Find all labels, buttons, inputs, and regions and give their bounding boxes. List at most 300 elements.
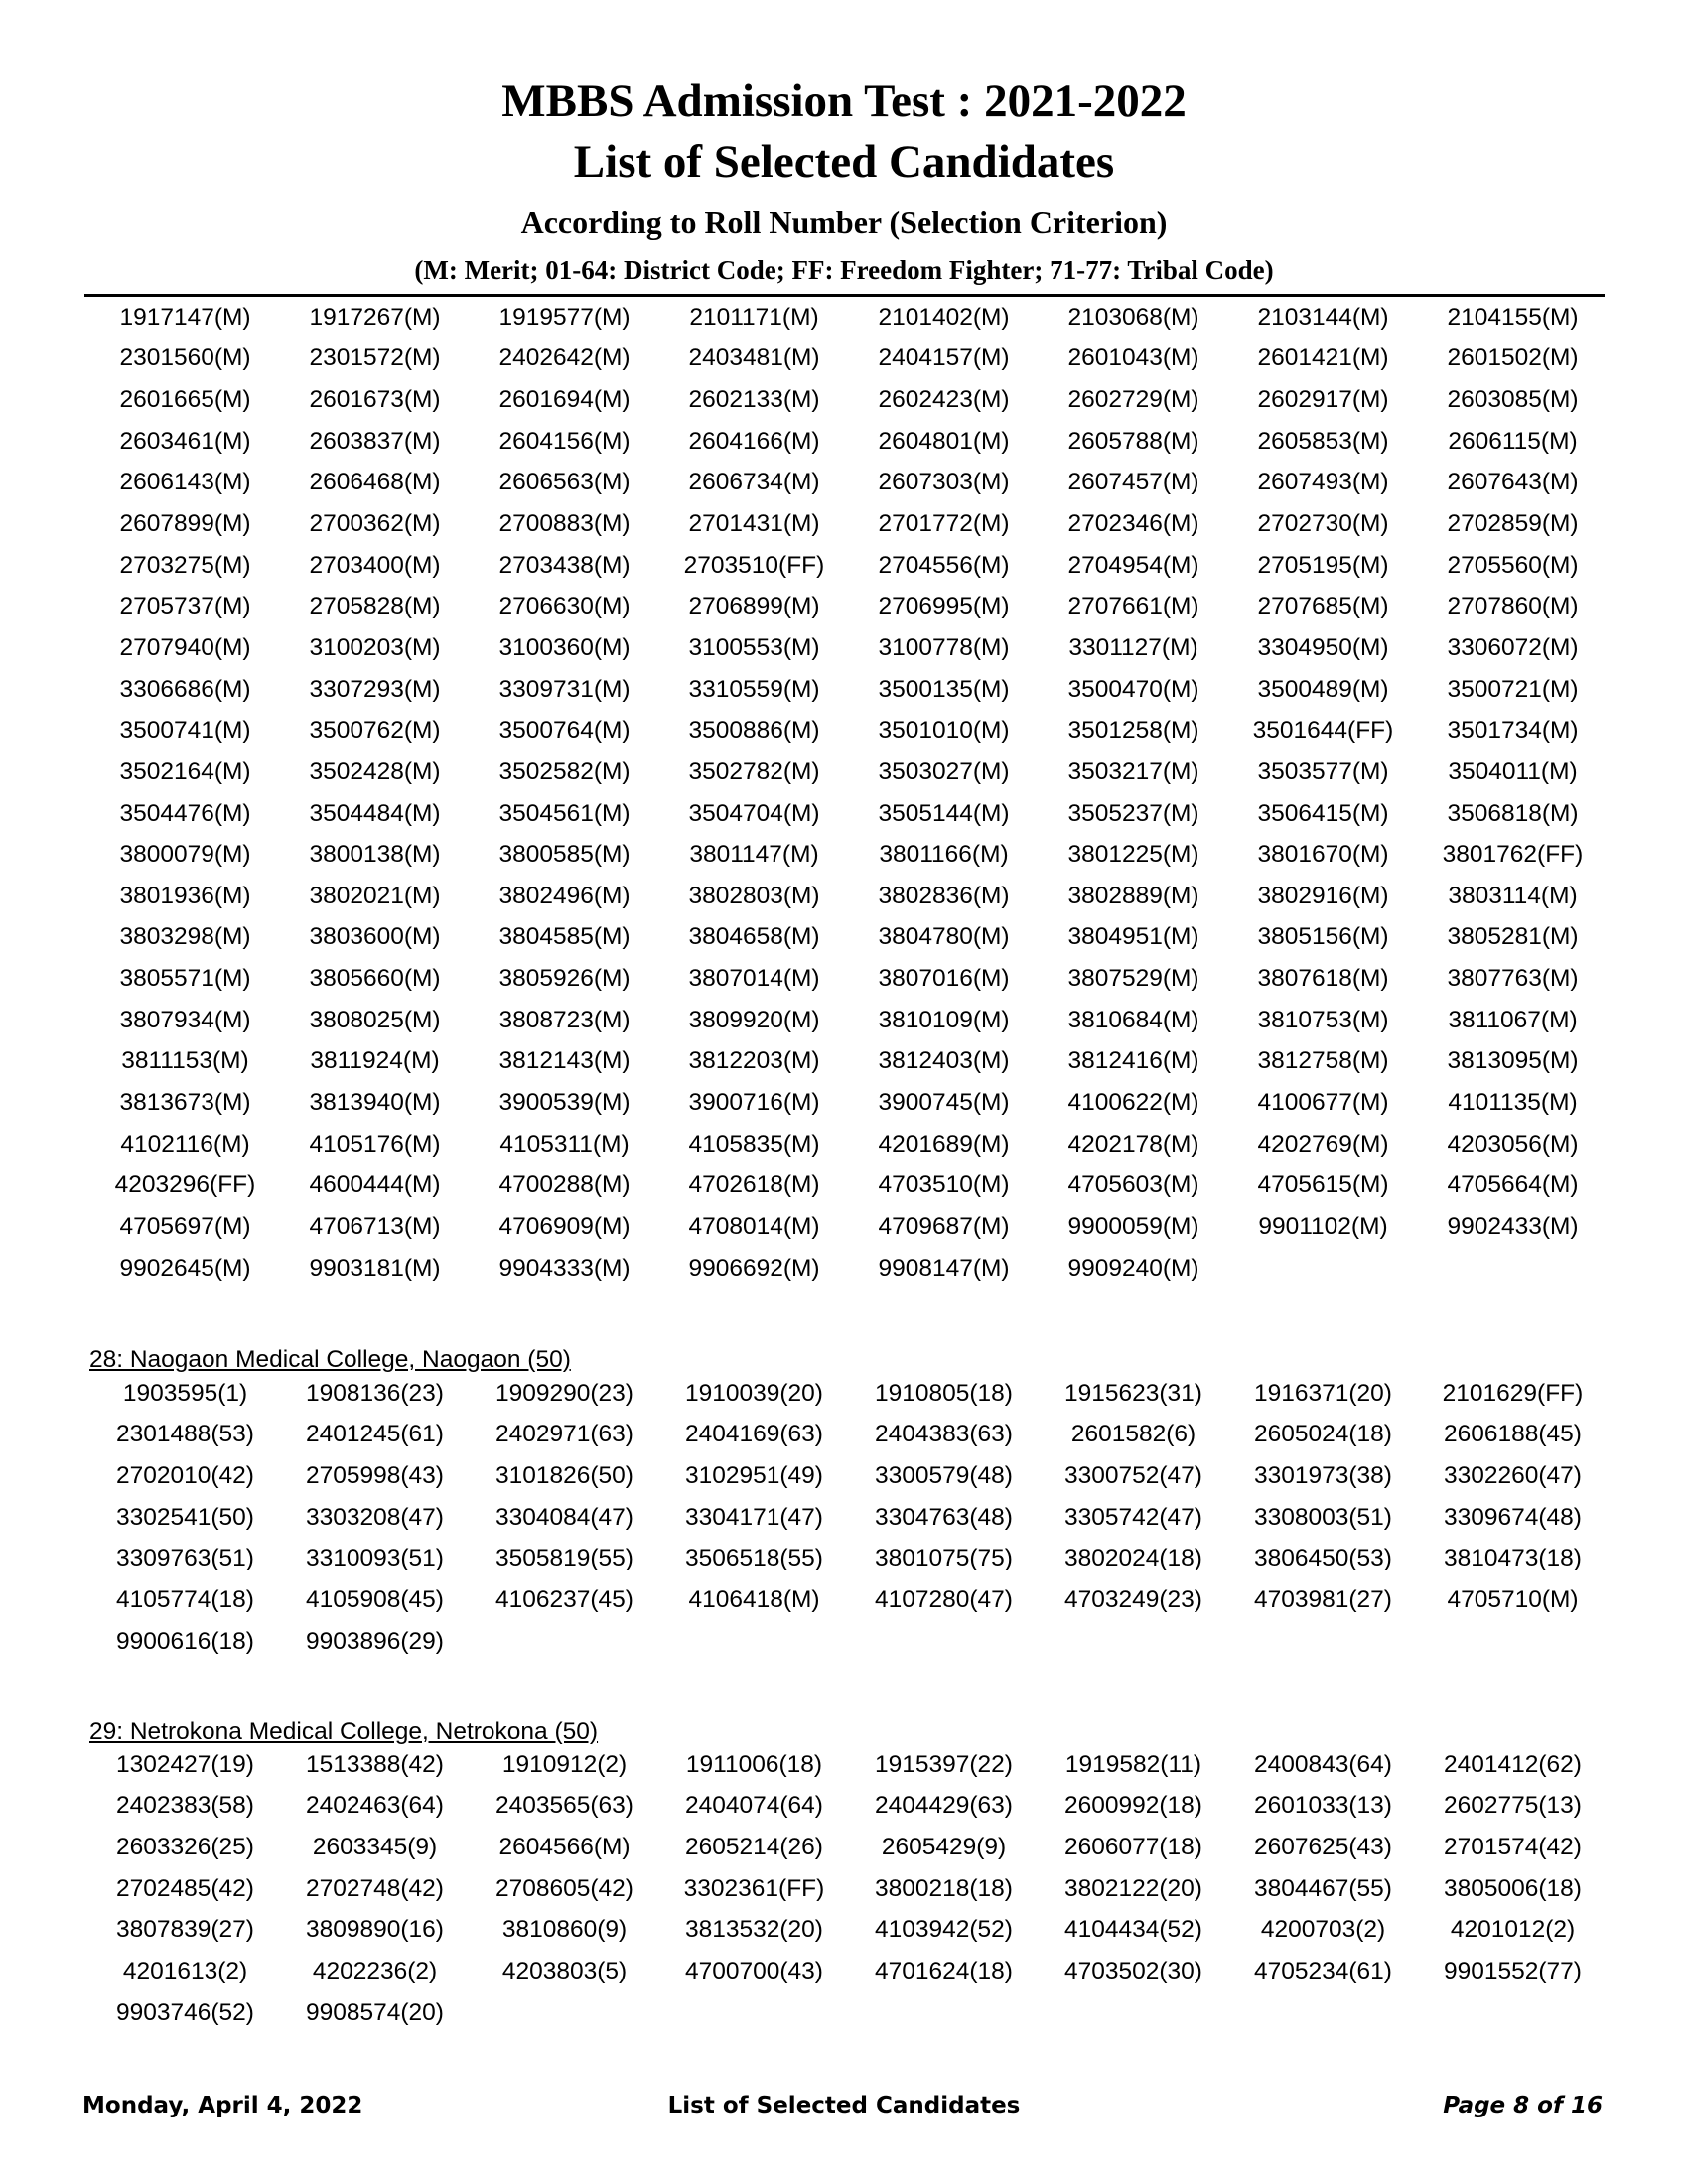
roll-number-cell: 2603461(M) <box>119 427 251 455</box>
roll-number-cell: 4100677(M) <box>1257 1088 1389 1116</box>
roll-number-cell: 3501258(M) <box>1067 717 1199 745</box>
roll-number-cell: 3812416(M) <box>1067 1047 1199 1075</box>
roll-number-cell: 9901552(77) <box>1444 1958 1582 1985</box>
roll-number-cell: 2605853(M) <box>1257 427 1389 455</box>
roll-number-cell: 3803600(M) <box>309 923 441 951</box>
roll-number-cell: 1908136(23) <box>306 1379 444 1407</box>
roll-number-cell: 1919582(11) <box>1064 1750 1202 1778</box>
roll-number-cell: 2601694(M) <box>498 386 631 414</box>
roll-number-cell: 3805571(M) <box>119 965 251 993</box>
roll-number-cell: 3802122(20) <box>1064 1874 1202 1902</box>
roll-number-cell: 3501644(FF) <box>1252 717 1394 745</box>
roll-number-cell: 3800585(M) <box>498 841 631 869</box>
roll-number-cell: 3302361(FF) <box>683 1874 825 1902</box>
roll-number-cell: 3801166(M) <box>879 841 1009 869</box>
roll-number-cell: 2101402(M) <box>878 303 1010 331</box>
roll-number-cell: 3807934(M) <box>119 1006 251 1033</box>
roll-number-cell: 2703438(M) <box>498 551 631 579</box>
roll-number-cell: 2705560(M) <box>1447 551 1579 579</box>
roll-number-cell: 9904333(M) <box>498 1254 631 1282</box>
roll-number-cell: 3804780(M) <box>878 923 1010 951</box>
roll-number-cell: 2402642(M) <box>498 344 631 372</box>
roll-number-cell: 1911006(18) <box>685 1750 823 1778</box>
roll-number-cell: 2301488(53) <box>116 1421 254 1448</box>
roll-number-cell: 2701431(M) <box>688 510 820 538</box>
roll-number-cell: 3813095(M) <box>1447 1047 1579 1075</box>
roll-number-cell: 2101171(M) <box>689 303 819 331</box>
roll-number-cell: 2403565(63) <box>495 1792 633 1820</box>
roll-number-cell: 3302541(50) <box>116 1503 254 1531</box>
roll-number-cell: 9901102(M) <box>1258 1212 1388 1240</box>
roll-number-cell: 2600992(18) <box>1064 1792 1202 1820</box>
roll-number-cell: 9903746(52) <box>116 1998 254 2026</box>
roll-number-cell: 9902645(M) <box>119 1254 251 1282</box>
roll-number-cell: 2104155(M) <box>1447 303 1579 331</box>
roll-number-cell: 9908147(M) <box>878 1254 1010 1282</box>
roll-number-cell: 2703275(M) <box>119 551 251 579</box>
roll-number-cell: 4703249(23) <box>1064 1586 1202 1614</box>
roll-number-cell: 4106237(45) <box>495 1586 633 1614</box>
roll-number-cell: 3500741(M) <box>119 717 251 745</box>
roll-number-cell: 3500489(M) <box>1257 675 1389 703</box>
roll-number-cell: 1915397(22) <box>875 1750 1013 1778</box>
college-heading-netrokona: 29: Netrokona Medical College, Netrokona (50) <box>89 1718 599 1745</box>
roll-number-cell: 2607643(M) <box>1447 469 1579 496</box>
roll-number-cell: 2702485(42) <box>116 1874 254 1902</box>
roll-number-cell: 2602133(M) <box>688 386 820 414</box>
roll-number-cell: 2606143(M) <box>119 469 251 496</box>
footer-title: List of Selected Candidates <box>667 2093 1021 2118</box>
roll-number-cell: 2404157(M) <box>878 344 1010 372</box>
roll-grid <box>90 297 1610 1289</box>
roll-number-cell: 2601665(M) <box>119 386 251 414</box>
roll-number-cell: 3812403(M) <box>878 1047 1010 1075</box>
roll-number-cell: 2601033(13) <box>1254 1792 1392 1820</box>
roll-number-cell: 3807529(M) <box>1067 965 1199 993</box>
roll-number-cell: 4702618(M) <box>688 1171 820 1199</box>
roll-number-cell: 1910805(18) <box>875 1379 1013 1407</box>
roll-number-cell: 3505237(M) <box>1067 799 1199 827</box>
roll-number-cell: 3309763(51) <box>116 1545 254 1572</box>
roll-number-cell: 3500762(M) <box>309 717 441 745</box>
roll-number-cell: 2703400(M) <box>309 551 441 579</box>
roll-number-cell: 3809890(16) <box>306 1916 444 1944</box>
roll-number-cell: 3801670(M) <box>1257 841 1389 869</box>
roll-number-cell: 2707860(M) <box>1447 593 1579 620</box>
roll-number-cell: 2603345(9) <box>312 1834 438 1861</box>
roll-number-cell: 1916371(20) <box>1254 1379 1392 1407</box>
selection-criterion: According to Roll Number (Selection Criterion) <box>520 205 1168 240</box>
roll-number-cell: 4100622(M) <box>1067 1088 1199 1116</box>
roll-number-cell: 3807839(27) <box>116 1916 254 1944</box>
roll-number-cell: 2402463(64) <box>306 1792 444 1820</box>
roll-number-cell: 9909240(M) <box>1067 1254 1199 1282</box>
roll-number-cell: 3812758(M) <box>1257 1047 1389 1075</box>
roll-number-cell: 2702346(M) <box>1067 510 1199 538</box>
roll-number-cell: 2601421(M) <box>1257 344 1389 372</box>
roll-number-cell: 2605788(M) <box>1067 427 1199 455</box>
roll-number-cell: 2602775(13) <box>1444 1792 1582 1820</box>
roll-number-cell: 2601502(M) <box>1447 344 1579 372</box>
roll-number-cell: 3502782(M) <box>688 757 820 785</box>
roll-number-cell: 3810860(9) <box>501 1916 628 1944</box>
roll-number-cell: 4203296(FF) <box>114 1171 256 1199</box>
roll-number-cell: 4705603(M) <box>1067 1171 1199 1199</box>
roll-number-cell: 3502428(M) <box>309 757 441 785</box>
roll-number-cell: 1909290(23) <box>495 1379 633 1407</box>
roll-number-cell: 4106418(M) <box>688 1586 820 1614</box>
roll-number-cell: 4103942(52) <box>875 1916 1013 1944</box>
roll-number-cell: 2605429(9) <box>881 1834 1007 1861</box>
roll-number-cell: 3505144(M) <box>878 799 1010 827</box>
roll-number-cell: 2607457(M) <box>1067 469 1199 496</box>
roll-number-cell: 3802021(M) <box>309 882 441 909</box>
roll-number-cell: 4708014(M) <box>688 1212 820 1240</box>
roll-number-cell: 3802889(M) <box>1067 882 1199 909</box>
roll-number-cell: 2707661(M) <box>1067 593 1199 620</box>
roll-number-cell: 2607493(M) <box>1257 469 1389 496</box>
roll-number-cell: 3809920(M) <box>688 1006 820 1033</box>
roll-number-cell: 3801225(M) <box>1067 841 1199 869</box>
roll-number-cell: 2603837(M) <box>309 427 441 455</box>
roll-number-cell: 2701574(42) <box>1444 1834 1582 1861</box>
roll-number-cell: 4202178(M) <box>1067 1130 1199 1158</box>
roll-number-cell: 3500764(M) <box>498 717 631 745</box>
roll-number-cell: 2103068(M) <box>1067 303 1199 331</box>
roll-number-cell: 2606115(M) <box>1448 427 1578 455</box>
roll-number-cell: 2708605(42) <box>495 1874 633 1902</box>
roll-number-cell: 4105176(M) <box>309 1130 441 1158</box>
roll-number-cell: 3810473(18) <box>1444 1545 1582 1572</box>
roll-number-cell: 2602423(M) <box>878 386 1010 414</box>
roll-number-cell: 4701624(18) <box>875 1958 1013 1985</box>
roll-number-cell: 2604566(M) <box>498 1834 631 1861</box>
roll-number-cell: 3304763(48) <box>875 1503 1013 1531</box>
roll-number-cell: 2301560(M) <box>119 344 251 372</box>
roll-number-cell: 2702859(M) <box>1447 510 1579 538</box>
roll-number-cell: 1513388(42) <box>306 1750 444 1778</box>
roll-number-cell: 2604801(M) <box>878 427 1010 455</box>
roll-number-cell: 2702730(M) <box>1257 510 1389 538</box>
roll-number-cell: 9902433(M) <box>1447 1212 1579 1240</box>
roll-number-cell: 3800218(18) <box>875 1874 1013 1902</box>
roll-number-cell: 2606563(M) <box>498 469 631 496</box>
roll-number-cell: 3301973(38) <box>1254 1462 1392 1490</box>
roll-number-cell: 2400843(64) <box>1254 1750 1392 1778</box>
roll-number-cell: 4104434(52) <box>1064 1916 1202 1944</box>
roll-number-cell: 1915623(31) <box>1064 1379 1202 1407</box>
roll-number-cell: 3300579(48) <box>875 1462 1013 1490</box>
roll-number-cell: 2705737(M) <box>119 593 251 620</box>
roll-number-cell: 2702010(42) <box>116 1462 254 1490</box>
roll-number-cell: 3900745(M) <box>878 1088 1010 1116</box>
roll-number-cell: 2101629(FF) <box>1442 1379 1584 1407</box>
roll-number-cell: 3807014(M) <box>688 965 820 993</box>
roll-number-cell: 3304171(47) <box>685 1503 823 1531</box>
roll-number-cell: 4202769(M) <box>1257 1130 1389 1158</box>
roll-number-cell: 3804658(M) <box>688 923 820 951</box>
roll-number-cell: 9900616(18) <box>116 1627 254 1655</box>
roll-number-cell: 2705828(M) <box>309 593 441 620</box>
footer-date: Monday, April 4, 2022 <box>82 2093 363 2118</box>
roll-number-cell: 3309674(48) <box>1444 1503 1582 1531</box>
roll-number-cell: 3802916(M) <box>1257 882 1389 909</box>
roll-number-cell: 4101135(M) <box>1448 1088 1578 1116</box>
roll-number-cell: 2603085(M) <box>1447 386 1579 414</box>
roll-number-cell: 3801762(FF) <box>1442 841 1584 869</box>
roll-number-cell: 3100553(M) <box>688 633 820 661</box>
roll-number-cell: 3302260(47) <box>1444 1462 1582 1490</box>
roll-number-cell: 3306072(M) <box>1447 633 1579 661</box>
roll-number-cell: 2404074(64) <box>685 1792 823 1820</box>
roll-number-cell: 2401245(61) <box>306 1421 444 1448</box>
roll-number-cell: 3100203(M) <box>309 633 441 661</box>
roll-number-cell: 2707685(M) <box>1257 593 1389 620</box>
roll-number-cell: 2707940(M) <box>119 633 251 661</box>
roll-number-cell: 3504476(M) <box>119 799 251 827</box>
roll-number-cell: 3500886(M) <box>688 717 820 745</box>
roll-number-cell: 3805281(M) <box>1447 923 1579 951</box>
roll-number-cell: 3803114(M) <box>1448 882 1578 909</box>
roll-number-cell: 3812143(M) <box>498 1047 631 1075</box>
roll-number-cell: 3505819(55) <box>495 1545 633 1572</box>
roll-number-cell: 3805660(M) <box>309 965 441 993</box>
roll-number-cell: 3504561(M) <box>498 799 631 827</box>
roll-number-cell: 3310093(51) <box>306 1545 444 1572</box>
roll-number-cell: 3308003(51) <box>1254 1503 1392 1531</box>
roll-number-cell: 2606077(18) <box>1064 1834 1202 1861</box>
roll-number-cell: 2706630(M) <box>498 593 631 620</box>
roll-number-cell: 3506818(M) <box>1447 799 1579 827</box>
roll-number-cell: 2607625(43) <box>1254 1834 1392 1861</box>
roll-number-cell: 3810684(M) <box>1067 1006 1199 1033</box>
roll-number-cell: 4203803(5) <box>501 1958 628 1985</box>
page-title: MBBS Admission Test : 2021-2022 <box>501 75 1187 127</box>
roll-grid <box>90 1744 1610 2033</box>
roll-number-cell: 3304950(M) <box>1257 633 1389 661</box>
roll-number-cell: 3812203(M) <box>688 1047 820 1075</box>
college-heading-naogaon: 28: Naogaon Medical College, Naogaon (50) <box>89 1346 571 1373</box>
roll-number-cell: 4700288(M) <box>498 1171 631 1199</box>
roll-number-cell: 3300752(47) <box>1064 1462 1202 1490</box>
roll-number-cell: 3813940(M) <box>309 1088 441 1116</box>
roll-number-cell: 3307293(M) <box>309 675 441 703</box>
roll-number-cell: 3504011(M) <box>1448 757 1578 785</box>
roll-number-cell: 3504484(M) <box>309 799 441 827</box>
roll-number-cell: 4200703(2) <box>1260 1916 1386 1944</box>
roll-grid <box>90 1373 1610 1662</box>
roll-number-cell: 3306686(M) <box>119 675 251 703</box>
roll-number-cell: 4105774(18) <box>116 1586 254 1614</box>
page-subtitle: List of Selected Candidates <box>573 136 1115 188</box>
roll-number-cell: 4705615(M) <box>1257 1171 1389 1199</box>
roll-number-cell: 1917267(M) <box>309 303 441 331</box>
roll-number-cell: 2704954(M) <box>1067 551 1199 579</box>
roll-number-cell: 3802836(M) <box>878 882 1010 909</box>
roll-number-cell: 3101826(50) <box>495 1462 633 1490</box>
naogaon-roll-list <box>90 1373 1610 1662</box>
roll-number-cell: 3805156(M) <box>1257 923 1389 951</box>
roll-number-cell: 3501734(M) <box>1447 717 1579 745</box>
roll-number-cell: 3301127(M) <box>1068 633 1198 661</box>
roll-number-cell: 2103144(M) <box>1257 303 1389 331</box>
roll-number-cell: 4105908(45) <box>306 1586 444 1614</box>
roll-number-cell: 2404429(63) <box>875 1792 1013 1820</box>
roll-number-cell: 3304084(47) <box>495 1503 633 1531</box>
roll-number-cell: 3807763(M) <box>1447 965 1579 993</box>
roll-number-cell: 2706995(M) <box>878 593 1010 620</box>
roll-number-cell: 2605214(26) <box>685 1834 823 1861</box>
roll-number-cell: 2601043(M) <box>1067 344 1199 372</box>
roll-number-cell: 3808025(M) <box>309 1006 441 1033</box>
roll-number-cell: 3802803(M) <box>688 882 820 909</box>
roll-number-cell: 4705710(M) <box>1447 1586 1579 1614</box>
roll-number-cell: 4709687(M) <box>878 1212 1010 1240</box>
roll-number-cell: 2404169(63) <box>685 1421 823 1448</box>
roll-number-cell: 4105311(M) <box>499 1130 630 1158</box>
roll-number-cell: 3502164(M) <box>119 757 251 785</box>
code-legend: (M: Merit; 01-64: District Code; FF: Freedom Fighter; 71-77: Tribal Code) <box>414 255 1274 285</box>
roll-number-cell: 2402383(58) <box>116 1792 254 1820</box>
roll-number-cell: 2700362(M) <box>309 510 441 538</box>
roll-number-cell: 2403481(M) <box>688 344 820 372</box>
roll-number-cell: 1910039(20) <box>685 1379 823 1407</box>
roll-number-cell: 1903595(1) <box>122 1379 248 1407</box>
roll-number-cell: 2603326(25) <box>116 1834 254 1861</box>
roll-number-cell: 3810109(M) <box>878 1006 1010 1033</box>
roll-number-cell: 9900059(M) <box>1067 1212 1199 1240</box>
roll-number-cell: 3506415(M) <box>1257 799 1389 827</box>
roll-number-cell: 2705195(M) <box>1257 551 1389 579</box>
roll-number-cell: 3813532(20) <box>685 1916 823 1944</box>
roll-number-cell: 1917147(M) <box>119 303 251 331</box>
roll-number-cell: 2607303(M) <box>878 469 1010 496</box>
roll-number-cell: 3805926(M) <box>498 965 631 993</box>
roll-number-cell: 2702748(42) <box>306 1874 444 1902</box>
roll-number-cell: 4105835(M) <box>688 1130 820 1158</box>
netrokona-roll-list <box>90 1744 1610 2033</box>
roll-number-cell: 4102116(M) <box>120 1130 250 1158</box>
roll-number-cell: 3813673(M) <box>119 1088 251 1116</box>
roll-number-cell: 9906692(M) <box>688 1254 820 1282</box>
roll-number-cell: 3802024(18) <box>1064 1545 1202 1572</box>
roll-number-cell: 3900716(M) <box>688 1088 820 1116</box>
roll-number-cell: 4202236(2) <box>312 1958 438 1985</box>
roll-number-cell: 4107280(47) <box>875 1586 1013 1614</box>
roll-number-cell: 3305742(47) <box>1064 1503 1202 1531</box>
roll-number-cell: 4201613(2) <box>122 1958 248 1985</box>
roll-number-cell: 2602729(M) <box>1067 386 1199 414</box>
roll-number-cell: 3800079(M) <box>119 841 251 869</box>
roll-number-cell: 3900539(M) <box>498 1088 631 1116</box>
roll-number-cell: 4201012(2) <box>1450 1916 1576 1944</box>
roll-number-cell: 9908574(20) <box>306 1998 444 2026</box>
roll-number-cell: 4705664(M) <box>1447 1171 1579 1199</box>
roll-number-cell: 3503027(M) <box>878 757 1010 785</box>
roll-number-cell: 3802496(M) <box>498 882 631 909</box>
roll-number-cell: 4700700(43) <box>685 1958 823 1985</box>
roll-number-cell: 3804585(M) <box>498 923 631 951</box>
footer-page-number: Page 8 of 16 <box>1443 2093 1603 2118</box>
roll-number-cell: 3803298(M) <box>119 923 251 951</box>
roll-number-cell: 2602917(M) <box>1257 386 1389 414</box>
roll-number-cell: 3804951(M) <box>1067 923 1199 951</box>
roll-number-cell: 3500470(M) <box>1067 675 1199 703</box>
roll-number-cell: 4203056(M) <box>1447 1130 1579 1158</box>
roll-number-cell: 2606468(M) <box>309 469 441 496</box>
roll-number-cell: 3811924(M) <box>310 1047 440 1075</box>
roll-number-cell: 3100360(M) <box>498 633 631 661</box>
roll-number-cell: 3810753(M) <box>1257 1006 1389 1033</box>
roll-number-cell: 2601673(M) <box>309 386 441 414</box>
roll-number-cell: 4703510(M) <box>878 1171 1010 1199</box>
roll-number-cell: 3805006(18) <box>1444 1874 1582 1902</box>
roll-number-cell: 3804467(55) <box>1254 1874 1392 1902</box>
roll-number-cell: 3303208(47) <box>306 1503 444 1531</box>
roll-number-cell: 3500721(M) <box>1447 675 1579 703</box>
roll-number-cell: 2701772(M) <box>878 510 1010 538</box>
roll-number-cell: 4705697(M) <box>119 1212 251 1240</box>
roll-number-cell: 2606188(45) <box>1444 1421 1582 1448</box>
roll-number-cell: 2704556(M) <box>878 551 1010 579</box>
roll-number-cell: 2402971(63) <box>495 1421 633 1448</box>
roll-number-cell: 4705234(61) <box>1254 1958 1392 1985</box>
roll-number-cell: 3806450(53) <box>1254 1545 1392 1572</box>
roll-number-cell: 3503217(M) <box>1067 757 1199 785</box>
roll-number-cell: 2700883(M) <box>498 510 631 538</box>
roll-number-cell: 2607899(M) <box>119 510 251 538</box>
roll-number-cell: 3800138(M) <box>309 841 441 869</box>
roll-number-cell: 3811153(M) <box>121 1047 249 1075</box>
roll-number-cell: 3102951(49) <box>685 1462 823 1490</box>
roll-number-cell: 3309731(M) <box>498 675 631 703</box>
roll-number-cell: 1910912(2) <box>501 1750 628 1778</box>
roll-number-cell: 3503577(M) <box>1257 757 1389 785</box>
roll-number-cell: 3100778(M) <box>878 633 1010 661</box>
roll-number-cell: 4703981(27) <box>1254 1586 1392 1614</box>
roll-number-cell: 2604166(M) <box>688 427 820 455</box>
roll-number-cell: 4600444(M) <box>309 1171 441 1199</box>
roll-number-cell: 3807618(M) <box>1257 965 1389 993</box>
roll-number-cell: 3801936(M) <box>119 882 251 909</box>
roll-number-cell: 3811067(M) <box>1448 1006 1578 1033</box>
roll-number-cell: 2404383(63) <box>875 1421 1013 1448</box>
roll-number-cell: 3808723(M) <box>498 1006 631 1033</box>
roll-number-cell: 2605024(18) <box>1254 1421 1392 1448</box>
roll-number-cell: 4201689(M) <box>878 1130 1010 1158</box>
roll-number-cell: 3504704(M) <box>688 799 820 827</box>
roll-number-cell: 3506518(55) <box>685 1545 823 1572</box>
roll-number-cell: 2301572(M) <box>309 344 441 372</box>
roll-number-cell: 2606734(M) <box>688 469 820 496</box>
roll-number-cell: 3801147(M) <box>689 841 819 869</box>
roll-number-cell: 4703502(30) <box>1064 1958 1202 1985</box>
roll-number-cell: 3501010(M) <box>878 717 1010 745</box>
roll-number-cell: 3310559(M) <box>688 675 820 703</box>
roll-number-cell: 2705998(43) <box>306 1462 444 1490</box>
roll-number-cell: 3807016(M) <box>878 965 1010 993</box>
roll-number-cell: 2604156(M) <box>498 427 631 455</box>
roll-number-cell: 1919577(M) <box>498 303 631 331</box>
roll-number-cell: 3801075(75) <box>875 1545 1013 1572</box>
roll-number-cell: 3500135(M) <box>878 675 1010 703</box>
roll-number-cell: 9903181(M) <box>309 1254 441 1282</box>
roll-number-cell: 2703510(FF) <box>683 551 825 579</box>
roll-number-cell: 4706909(M) <box>498 1212 631 1240</box>
roll-number-cell: 2706899(M) <box>688 593 820 620</box>
previous-college-roll-list <box>90 297 1610 1289</box>
roll-number-cell: 2601582(6) <box>1070 1421 1196 1448</box>
